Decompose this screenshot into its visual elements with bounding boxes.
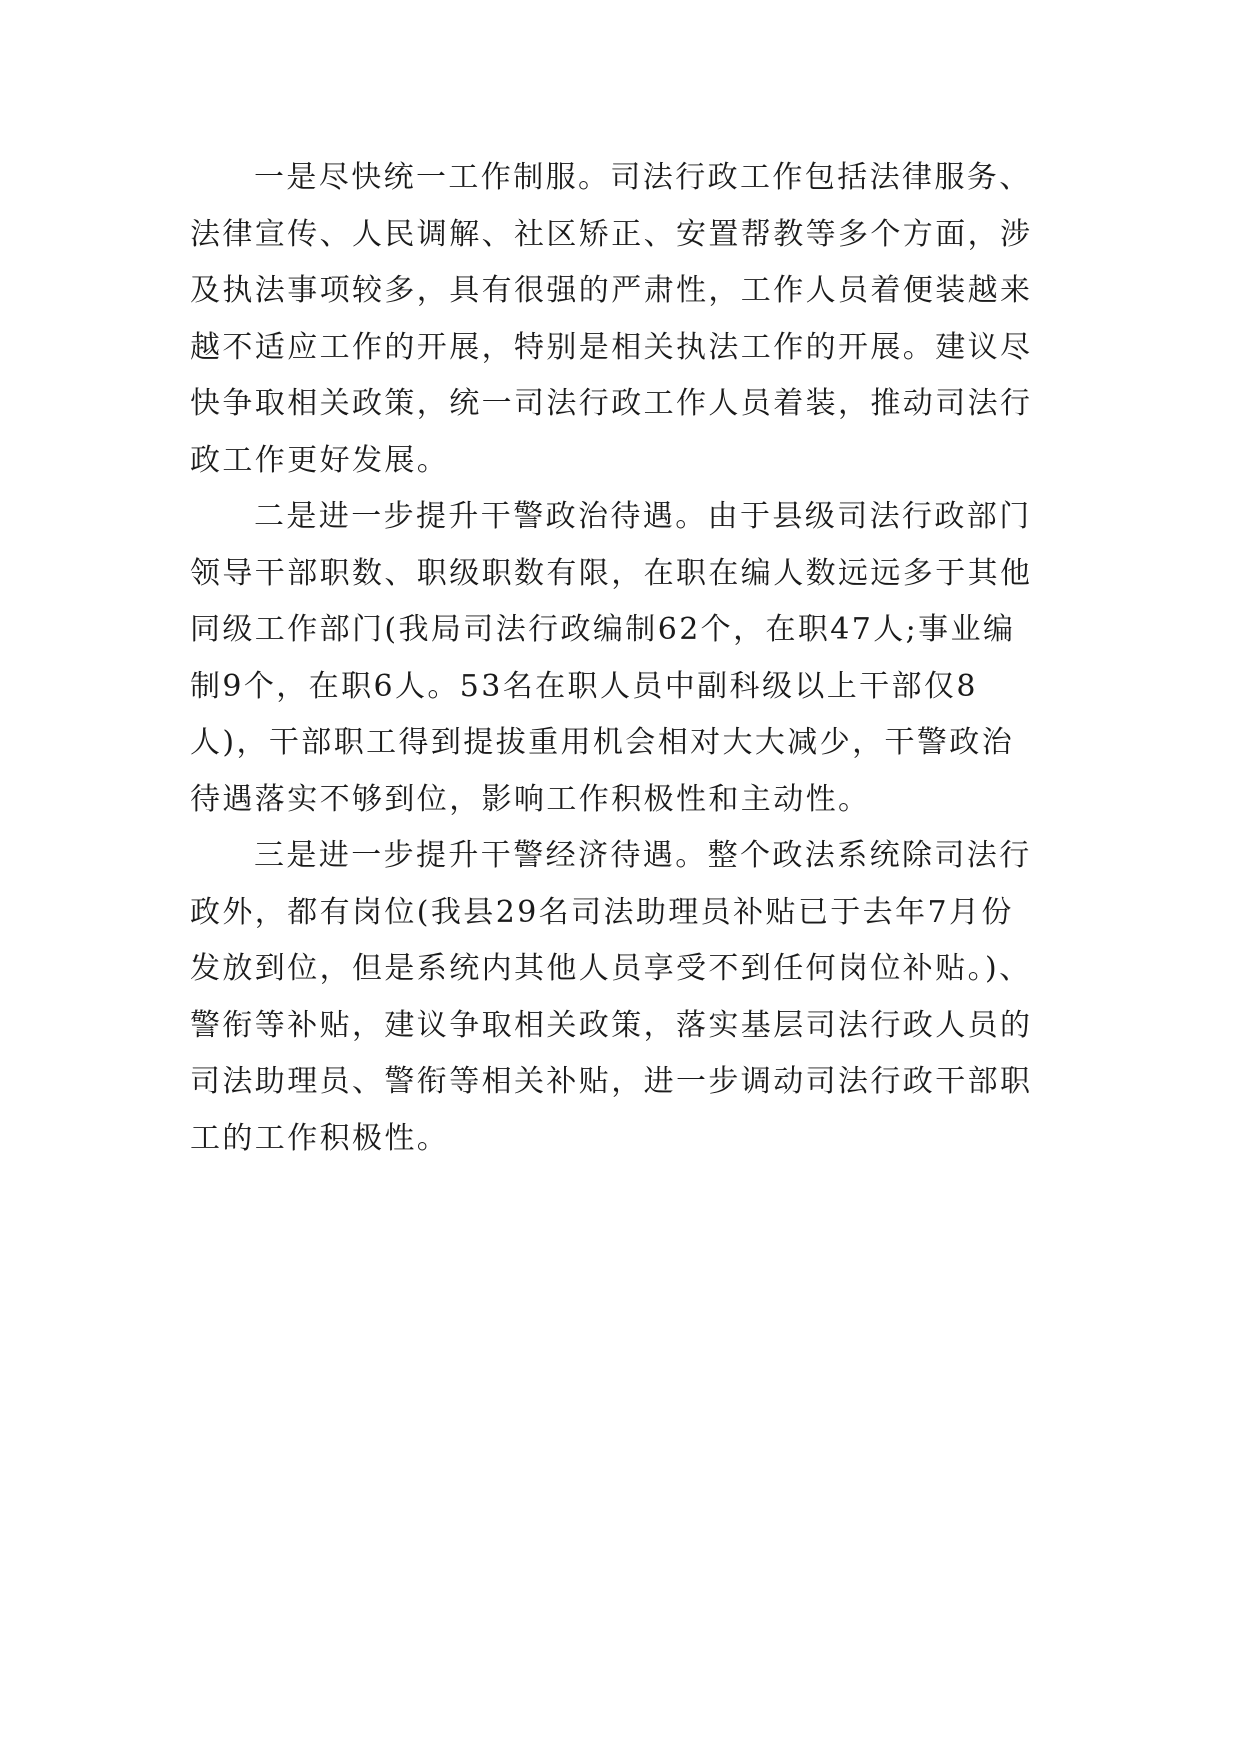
paragraph-line: 人)，干部职工得到提拔重用机会相对大大减少，干警政治 [190,725,1015,760]
paragraph-line: 工的工作积极性。 [190,1120,450,1156]
paragraph-line: 一是尽快统一工作制服。司法行政工作包括法律服务、 [254,160,1032,195]
paragraph-line: 领导干部职数、职级职数有限，在职在编人数远远多于其他 [190,555,1033,591]
paragraph-line: 发放到位，但是系统内其他人员享受不到任何岗位补贴。)、 [190,951,1032,986]
paragraph-line: 政工作更好发展。 [190,442,450,478]
paragraph-line: 同级工作部门(我局司法行政编制62个，在职47人;事业编 [190,612,1016,647]
paragraph-line: 政外，都有岗位(我县29名司法助理员补贴已于去年7月份 [190,894,1014,930]
paragraph-line: 法律宣传、人民调解、社区矫正、安置帮教等多个方面，涉 [190,216,1033,252]
paragraph-line: 越不适应工作的开展，特别是相关执法工作的开展。建议尽 [190,329,1033,365]
paragraph-line: 司法助理员、警衔等相关补贴，进一步调动司法行政干部职 [190,1064,1033,1099]
paragraph-line: 二是进一步提升干警政治待遇。由于县级司法行政部门 [254,499,1032,534]
paragraph-line: 制9个，在职6人。53名在职人员中副科级以上干部仅8 [190,668,978,704]
document-body [190,150,1060,1167]
paragraph-line: 三是进一步提升干警经济待遇。整个政法系统除司法行 [254,838,1032,873]
paragraph-work-uniform [190,150,1060,489]
paragraph-line: 警衔等补贴，建议争取相关政策，落实基层司法行政人员的 [190,1007,1033,1043]
paragraph-economic-treatment [190,828,1060,1167]
paragraph-political-treatment [190,489,1060,828]
paragraph-line: 待遇落实不够到位，影响工作积极性和主动性。 [190,781,871,817]
paragraph-line: 快争取相关政策，统一司法行政工作人员着装，推动司法行 [190,386,1033,421]
paragraph-line: 及执法事项较多，具有很强的严肃性，工作人员着便装越来 [190,273,1033,308]
